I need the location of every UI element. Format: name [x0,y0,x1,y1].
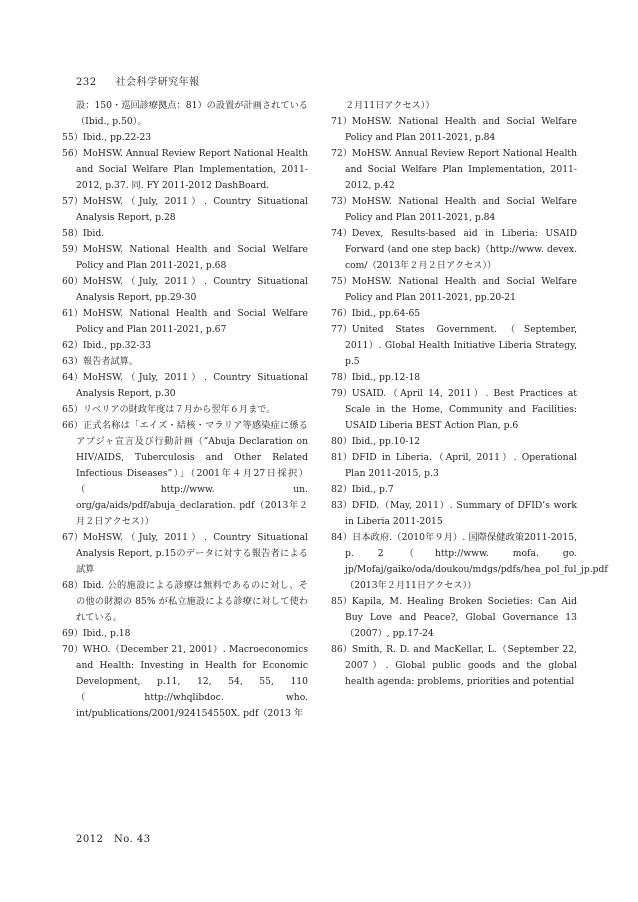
footnote-number: 82） [331,484,352,495]
footnote [331,450,577,482]
footnote [62,370,308,402]
footnote [331,306,577,322]
footnote-number: 69） [62,628,83,639]
footnote-text: ２月11日アクセス）） [345,100,435,111]
footnote [62,226,308,242]
footnote-number: 63） [62,356,83,367]
footnote-text: MoHSW. National Health and Social Welfare Policy and Plan 2011-2021, p.84 [345,196,577,223]
footnote-text: Ibid., pp.12-18 [351,372,421,383]
footnote-number: 80） [331,436,352,447]
footnote-number: 74） [331,228,352,239]
footnote-text: リベリアの財政年度は７月から翌年６月まで。 [82,404,276,415]
footnote-text: MoHSW. National Health and Social Welfare Policy and Plan 2011-2021, p.84 [345,116,577,143]
footnote [62,418,308,530]
footnote-number: 76） [331,308,352,319]
footnote [331,642,577,690]
footnote-text: United States Government.（September, 2011）. Global Health Initiative Liberia Strategy, p.5 [345,324,577,367]
footnote-number: 85） [331,596,352,607]
footnote-text: MoHSW.（July, 2011）. Country Situational Analysis Report, pp.29-30 [76,276,308,303]
footnote-text: DFID in Liberia.（April, 2011）. Operational Plan 2011-2015, p.3 [345,452,577,479]
notes-column-left [62,98,308,722]
footnote-number: 58） [62,228,83,239]
page-footer: 2012 No. 43 [76,834,151,845]
footnote-number: 67） [62,532,83,543]
footnote [331,386,577,434]
footnote-number: 65） [62,404,83,415]
footnote [331,594,577,642]
footnote-text: 報告者試算。 [82,356,139,367]
footnote-text: MoHSW.（July, 2011）. Country Situational Analysis Report, p.28 [76,196,308,223]
footnote-text: Ibid., pp.10-12 [351,436,421,447]
footnote-number: 73） [331,196,352,207]
page-number: 232 [76,77,97,88]
footnote [62,642,308,722]
footnote-text: MoHSW. National Health and Social Welfare Policy and Plan 2011-2021, pp.20-21 [345,276,577,303]
footnote-number: 79） [331,388,352,399]
footnote [62,146,308,194]
footnote [331,274,577,306]
footnote-text: DFID.（May, 2011）. Summary of DFID’s work in Liberia 2011-2015 [345,500,577,527]
footnote [331,146,577,194]
notes-column-right [331,98,608,690]
footnote-text: MoHSW. National Health and Social Welfare Policy and Plan 2011-2021, p.67 [76,308,308,335]
footnote [62,306,308,338]
footnote [331,322,577,370]
footnote [62,402,308,418]
journal-title: 社会科学研究年報 [115,77,200,88]
footnote-number: 56） [62,148,83,159]
footnote-text: Ibid., p.7 [351,484,394,495]
footnote-text: Ibid., p.18 [82,628,131,639]
footnote [62,194,308,226]
footnote [331,114,577,146]
footnote [331,482,577,498]
running-header [76,73,200,88]
footnote [62,578,308,626]
footnote-text: MoHSW.（July, 2011）. Country Situational Analysis Report, p.15のデータに対する報告者による試算 [76,532,308,575]
footnote [331,370,577,386]
footnote-number: 60） [62,276,83,287]
footnote [62,626,308,642]
footnote-text: 設：150・巡回診療拠点：81）の設置が計画されている（Ibid., p.50）。 [76,100,308,127]
footnote [62,274,308,306]
footnote [331,194,577,226]
footnote-number: 81） [331,452,352,463]
footnote-text: MoHSW. National Health and Social Welfare Policy and Plan 2011-2021, p.68 [76,244,308,271]
footnote-text: 日本政府.（2010年９月）. 国際保健政策2011-2015, p. 2（http://www. mofa. go. jp/Mofaj/gaiko/oda/doukou/mdgs/pdfs/hea_pol_ful_jp.pdf（2013年２月11日アクセス）） [345,532,608,591]
footnote-number: 78） [331,372,352,383]
footnote-text: MoHSW.（July, 2011）. Country Situational Analysis Report, p.30 [76,372,308,399]
footnote-number: 55） [62,132,83,143]
footnote-text: Ibid., pp.32-33 [82,340,152,351]
footnote [331,530,608,594]
footnote-number: 61） [62,308,83,319]
footnote-number: 68） [62,580,83,591]
footnote-number: 83） [331,500,352,511]
footnote-number: 86） [331,644,352,655]
footnote [62,530,308,578]
footnote [331,498,577,530]
footnote-number: 84） [331,532,352,543]
footnote [331,226,577,274]
footnote-number: 70） [62,644,83,655]
footnote [62,242,308,274]
footnote-text: Smith, R. D. and MacKellar, L.（September 22, 2007）. Global public goods and the global health agenda: problems, priorities and potential [345,644,577,687]
footnote-number: 64） [62,372,83,383]
footnote-number: 62） [62,340,83,351]
footnote-number: 59） [62,244,83,255]
footnote-text: 正式名称は「エイズ・結核・マラリア等感染症に係るアブジャ宣言及び行動計画（”Abuja Declaration on HIV/AIDS, Tuberculosis and Other Related Infectious Diseases”）」（2001年４月27日採択）（http://www. un. org/ga/aids/pdf/abuja_declaration. pdf（2013年２月２日アクセス）） [76,420,308,527]
footnote-number: 75） [331,276,352,287]
footnote-text: Ibid. 公的施設による診療は無料であるのに対し、その他の財源の 85% が私立施設による診療に対して使われている。 [76,580,308,623]
footnote-text: Kapila, M. Healing Broken Societies: Can Aid Buy Love and Peace?, Global Governance 13（2007）, pp.17-24 [345,596,577,639]
footnote-text: MoHSW. Annual Review Report National Health and Social Welfare Plan Implementation, 2011-2012, p.42 [345,148,577,191]
footnote [331,98,577,114]
footnote [62,338,308,354]
footnote-number: 77） [331,324,352,335]
footnote-number: 71） [331,116,352,127]
footnote [62,98,308,130]
footnote [62,354,308,370]
footnote-text: MoHSW. Annual Review Report National Health and Social Welfare Plan Implementation, 2011-2012, p.37. 同. FY 2011-2012 DashBoard. [76,148,308,191]
footnote-number: 66） [62,420,83,431]
footnote-text: Ibid., pp.64-65 [351,308,421,319]
footnote-text: Ibid., pp.22-23 [82,132,152,143]
footnote-text: Devex, Results-based aid in Liberia: USAID Forward (and one step back)（http://www. devex. com/（2013年２月２日アクセス）） [345,228,577,271]
footnote-text: USAID.（April 14, 2011）. Best Practices at Scale in the Home, Community and Facilities: USAID Liberia BEST Action Plan, p.6 [345,388,577,431]
footnote [331,434,577,450]
footnote-number: 72） [331,148,352,159]
footnote-text: WHO.（December 21, 2001）. Macroeconomics and Health: Investing in Health for Economic Development, p.11, 12, 54, 55, 110（http://whqlibdoc. who. int/publications/2001/924154550X. pdf（2013 年 [76,644,308,719]
footnote [62,130,308,146]
footnote-text: Ibid. [82,228,105,239]
footnote-number: 57） [62,196,83,207]
